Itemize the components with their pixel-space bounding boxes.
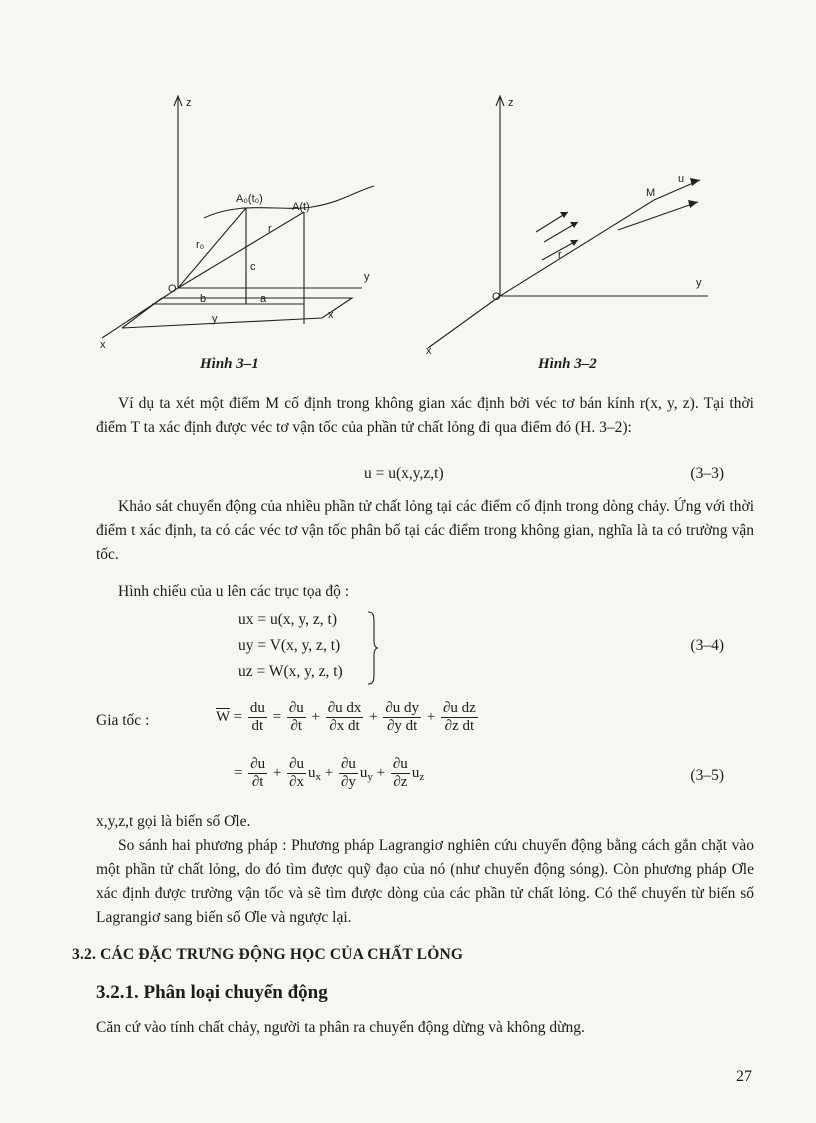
svg-text:O: O <box>168 283 177 295</box>
svg-text:O: O <box>492 291 501 303</box>
page-number: 27 <box>736 1068 752 1085</box>
figure-3-1 <box>92 92 382 350</box>
paragraph-5: So sánh hai phương pháp : Phương pháp Lagrangiơ nghiên cứu chuyển động bằng cách gắn chặt vào một phần tử chất lỏng, do đó tìm được quỹ đạo của nó (như chuyển động sóng). Còn phương pháp Ơle xác định được trường vận tốc và sẽ tìm được dòng của các phần tử chất lỏng. Có thể chuyển từ biến số Lagrangiơ sang biến số Ơle và ngược lại. <box>96 837 754 926</box>
equation-3-3: u = u(x,y,z,t) <box>364 465 444 482</box>
equation-3-4-row-2: uy = V(x, y, z, t) <box>238 637 341 654</box>
svg-text:x: x <box>328 309 334 321</box>
acceleration-equation-2: = $\frac{\partial u}{\partial t}$ + $\frac{\partial u}{\partial x}$ $u_x$ + $\frac{\partial u}{\partial y}$ $u_y$ + $\frac{\partial u}{\partial z}$ $u_z$ <box>234 756 425 790</box>
equation-3-4-brace <box>366 610 380 686</box>
equation-3-3-number: (3–3) <box>690 465 724 482</box>
section-heading: 3.2. CÁC ĐẶC TRƯNG ĐỘNG HỌC CỦA CHẤT LỎNG <box>72 946 464 963</box>
acceleration-equation-1: $\overline{W}$ = $\frac{du}{dt}$ = $\frac{\partial u}{\partial t}$ + $\frac{\text{∂u dx}}{\text{∂x dt}}$ + $\frac{\text{∂u dy}}{\text{∂y dt}}$ + $\frac{\text{∂u dz}}{\text{∂z dt}}$ <box>216 700 476 734</box>
svg-text:c: c <box>250 261 256 273</box>
svg-text:y: y <box>212 313 218 325</box>
paragraph-2: Khảo sát chuyển động của nhiều phần tử chất lỏng tại các điểm cố định trong dòng chảy. Ứng với thời điểm t xác định, ta có các véc tơ vận tốc phân bố tại các điểm trong không gian, nghĩa là ta có trường vận tốc. <box>96 498 754 563</box>
svg-text:u: u <box>678 173 685 185</box>
svg-text:x: x <box>100 339 106 350</box>
svg-text:M: M <box>646 187 656 199</box>
paragraph-3: Hình chiếu của u lên các trục tọa độ : <box>118 583 350 600</box>
figure-3-2 <box>418 92 718 358</box>
paragraph-1: Ví dụ ta xét một điểm M cố định trong không gian xác định bởi véc tơ bán kính r(x, y, z). Tại thời điểm T ta xác định được véc tơ vận tốc của phần tử chất lỏng đi qua điểm đó (H. 3–2): <box>96 395 754 436</box>
subsection-heading: 3.2.1. Phân loại chuyển động <box>96 982 328 1003</box>
svg-text:r₀: r₀ <box>196 239 205 251</box>
svg-text:a: a <box>260 293 267 305</box>
svg-text:y: y <box>364 271 370 283</box>
equation-3-4-row-1: ux = u(x, y, z, t) <box>238 611 337 628</box>
equation-3-4-row-3: uz = W(x, y, z, t) <box>238 663 343 680</box>
equation-3-5-number: (3–5) <box>690 767 724 784</box>
equation-3-4-number: (3–4) <box>690 637 724 654</box>
paragraph-4: x,y,z,t gọi là biến số Ơle. <box>96 813 251 830</box>
acceleration-label: Gia tốc : <box>96 712 150 729</box>
svg-text:z: z <box>186 97 192 109</box>
svg-text:y: y <box>696 277 702 289</box>
svg-text:z: z <box>508 97 514 109</box>
svg-text:r: r <box>558 249 562 261</box>
svg-text:b: b <box>200 293 207 305</box>
svg-text:r: r <box>268 223 272 235</box>
svg-text:A₀(t₀): A₀(t₀) <box>236 193 263 205</box>
svg-text:A(t): A(t) <box>292 201 310 213</box>
figure-3-2-caption: Hình 3–2 <box>538 356 597 372</box>
svg-text:x: x <box>426 345 432 357</box>
paragraph-6: Căn cứ vào tính chất chảy, người ta phân ra chuyển động dừng và không dừng. <box>96 1019 585 1036</box>
figure-3-1-caption: Hình 3–1 <box>200 356 259 372</box>
